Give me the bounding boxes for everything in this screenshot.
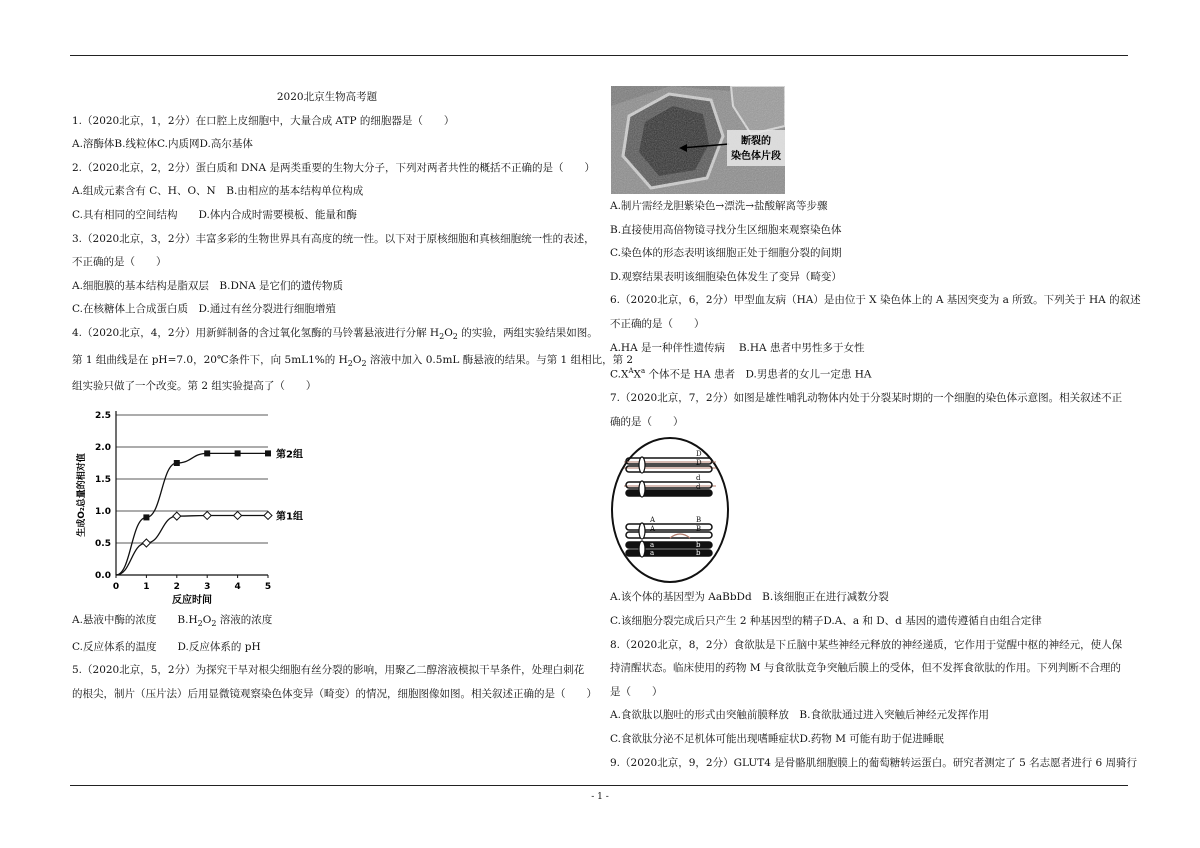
gene-label: B xyxy=(696,525,702,534)
q3-options-ab: A.细胞膜的基本结构是脂双层 B.DNA 是它们的遗传物质 xyxy=(72,279,343,292)
y-axis-label: 生成O₂总量的相对值 xyxy=(77,453,87,537)
q3-stem-2: 不正确的是（ ） xyxy=(72,256,167,269)
q5-option-b: B.直接使用高倍物镜寻找分生区细胞来观察染色体 xyxy=(610,223,842,236)
q3-options-cd: C.在核糖体上合成蛋白质 D.通过有丝分裂进行细胞增殖 xyxy=(72,303,336,316)
x-tick-label: 1 xyxy=(143,581,150,592)
y-tick-label: 1.0 xyxy=(95,506,111,517)
q8-stem-2: 持清醒状态。临床使用的药物 M 与食欲肽竞争突触后膜上的受体，但不发挥食欲肽的作用。下列判断不合理的 xyxy=(610,662,1121,675)
gene-label: B xyxy=(696,516,702,525)
data-point xyxy=(143,514,149,520)
data-point xyxy=(173,512,181,520)
q8-options-cd: C.食欲肽分泌不足机体可能出现嗜睡症状D.药物 M 可能有助于促进睡眠 xyxy=(610,733,944,745)
x-axis-label: 反应时间 xyxy=(172,594,212,606)
y-tick-label: 1.5 xyxy=(95,474,111,485)
q4-chart-svg xyxy=(72,401,332,609)
y-tick-label: 2.0 xyxy=(95,442,111,453)
data-point xyxy=(264,511,272,519)
q2-options-ab: A.组成元素含有 C、H、O、N B.由相应的基本结构单位构成 xyxy=(72,185,364,198)
gene-label: a xyxy=(650,541,655,550)
gene-label: d xyxy=(696,474,701,483)
left-column xyxy=(72,86,634,706)
x-tick-label: 5 xyxy=(264,581,272,592)
q4-stem-1: 4.（2020北京，4，2分）用新鲜制备的含过氧化氢酶的马铃薯悬液进行分解 $H_2O_2$ 的实验，两组实验结果如图。 xyxy=(72,326,598,342)
q4-stem-3: 组实验只做了一个改变。第 2 组实验提高了（ ） xyxy=(72,380,317,393)
data-point xyxy=(235,450,241,456)
page-title: 2020北京生物高考题 xyxy=(276,91,378,103)
y-tick-label: 0.5 xyxy=(95,538,111,549)
q4-stem-2: 第 1 组曲线是在 pH=7.0，20℃条件下，向 5mL1%的 $H_2O_2$ 溶液中加入 0.5mL 酶悬液的结果。与第 1 组相比，第 2 xyxy=(72,353,634,368)
q8-options-ab: A.食欲肽以胞吐的形式由突触前膜释放 B.食欲肽通过进入突触后神经元发挥作用 xyxy=(610,709,989,722)
x-tick-label: 3 xyxy=(204,581,211,592)
data-point xyxy=(142,539,150,547)
q1-stem: 1.（2020北京，1，2分）在口腔上皮细胞中，大量合成 ATP 的细胞器是（ ） xyxy=(72,114,455,127)
data-point xyxy=(265,450,271,456)
q9-stem-1: 9.（2020北京，9，2分）GLUT4 是骨骼肌细胞膜上的葡萄糖转运蛋白。研究者测定了 5 名志愿者进行 6 周骑行 xyxy=(610,756,1137,769)
q6-stem-2: 不正确的是（ ） xyxy=(610,317,705,330)
gene-label: d xyxy=(696,483,701,492)
q7-cell-svg xyxy=(610,434,730,586)
q6-options-ab: A.HA 是一种伴性遗传病 B.HA 患者中男性多于女性 xyxy=(610,341,865,354)
gene-label: A xyxy=(650,525,656,534)
gene-label: D xyxy=(696,450,702,459)
gene-label: b xyxy=(696,541,701,550)
series-label: 第1组 xyxy=(276,511,303,523)
data-point xyxy=(203,511,211,519)
x-tick-label: 2 xyxy=(173,581,180,592)
q4-options-ab: A.悬液中酶的浓度 $B.H_2O_2$ 溶液的浓度 xyxy=(72,613,273,628)
q6-options-cd: $C.X^AX^a$ 个体不是 HA 患者 D.男患者的女儿一定患 HA xyxy=(610,367,872,381)
series-line xyxy=(116,453,268,575)
q4-options-cd: C.反应体系的温度 D.反应体系的 pH xyxy=(72,640,261,653)
photo-label-1: 断裂的 xyxy=(741,136,771,147)
q2-options-cd: C.具有相同的空间结构 D.体内合成时需要模板、能量和酶 xyxy=(72,208,357,221)
photo-label-2: 染色体片段 xyxy=(731,151,781,162)
gene-label: b xyxy=(696,549,701,558)
y-tick-label: 2.5 xyxy=(95,410,111,421)
q2-stem: 2.（2020北京，2，2分）蛋白质和 DNA 是两类重要的生物大分子，下列对两者共性的概括不正确的是（ ） xyxy=(72,161,595,174)
q7-options-ab: A.该个体的基因型为 AaBbDd B.该细胞正在进行减数分裂 xyxy=(610,591,889,604)
right-column xyxy=(610,195,1141,775)
q5-option-d: D.观察结果表明该细胞染色体发生了变异（畸变） xyxy=(610,270,842,283)
header-rule xyxy=(70,55,1128,56)
data-point xyxy=(174,460,180,466)
series-label: 第2组 xyxy=(276,449,303,461)
micrograph-image xyxy=(611,86,785,194)
x-tick-label: 0 xyxy=(112,581,120,592)
q8-stem-3: 是（ ） xyxy=(610,685,663,698)
q5-option-c: C.染色体的形态表明该细胞正处于细胞分裂的间期 xyxy=(610,247,842,260)
y-tick-label: 0.0 xyxy=(95,570,111,581)
q8-stem-1: 8.（2020北京，8，2分）食欲肽是下丘脑中某些神经元释放的神经递质，它作用于觉醒中枢的神经元，使人保 xyxy=(610,638,1123,651)
footer-rule xyxy=(70,785,1128,786)
data-point xyxy=(204,450,210,456)
page-number: - 1 - xyxy=(591,792,609,802)
q1-options: A.溶酶体B.线粒体C.内质网D.高尔基体 xyxy=(72,138,253,151)
q7-stem-2: 确的是（ ） xyxy=(610,415,684,428)
q5-stem-1: 5.（2020北京，5，2分）为探究干旱对根尖细胞有丝分裂的影响，用聚乙二醇溶液模拟干旱条件，处理白刺花 xyxy=(72,664,585,677)
q7-stem-1: 7.（2020北京，7，2分）如图是雄性哺乳动物体内处于分裂某时期的一个细胞的染色体示意图。相关叙述不正 xyxy=(610,392,1123,405)
data-point xyxy=(234,511,242,519)
x-tick-label: 4 xyxy=(234,581,241,592)
q5-option-a: A.制片需经龙胆紫染色→漂洗→盐酸解离等步骤 xyxy=(610,200,828,212)
gene-label: a xyxy=(650,549,655,558)
q7-cell-diagram xyxy=(610,434,1130,586)
q3-stem-1: 3.（2020北京，3，2分）丰富多彩的生物世界具有高度的统一性。以下对于原核细胞和真核细胞统一性的表述， xyxy=(72,232,595,245)
q5-stem-2: 的根尖，制片（压片法）后用显微镜观察染色体变异（畸变）的情况，细胞图像如图。相关叙述正确的是（ ） xyxy=(72,687,597,700)
gene-label: D xyxy=(696,459,702,468)
q6-stem-1: 6.（2020北京，6，2分）甲型血友病（HA）是由位于 X 染色体上的 A 基因突变为 a 所致。下列关于 HA 的叙述 xyxy=(610,294,1141,307)
q7-options-cd: C.该细胞分裂完成后只产生 2 种基因型的精子D.A、a 和 D、d 基因的遗传遵循自由组合定律 xyxy=(610,615,1042,628)
gene-label: A xyxy=(650,516,656,525)
q4-chart xyxy=(72,401,582,609)
